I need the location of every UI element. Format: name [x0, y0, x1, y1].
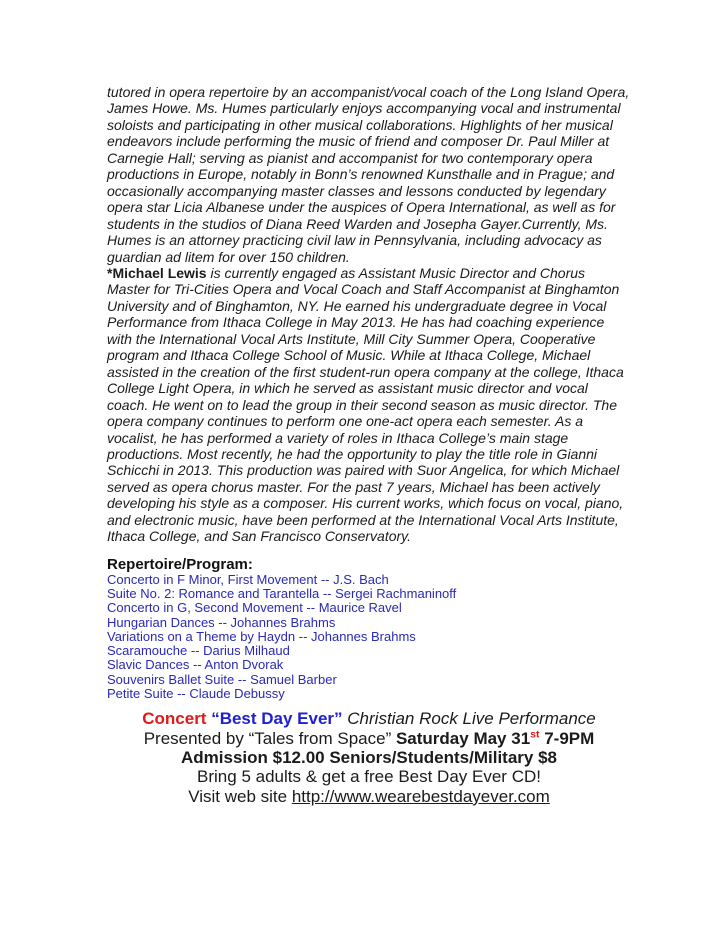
- website-link[interactable]: http://www.wearebestdayever.com: [291, 786, 550, 806]
- repertoire-list: [107, 573, 631, 702]
- concert-title-line: [107, 709, 631, 728]
- bio-humes-text: tutored in opera repertoire by an accompanist/vocal coach of the Long Island Opera, James Howe. Ms. Humes particularly enjoys accompanying vocal and instrumental soloists and participating in other musical collaborations. Highlights of her musical endeavors include performing the music of friend and composer Dr. Paul Miller at Carnegie Hall; serving as pianist and accompanist for two contemporary opera productions in Europe, notably in Bonn’s renowned Kunsthalle and in Prague; and occasionally accompanying master classes and lessons conducted by legendary opera star Licia Albanese under the auspices of Opera International, as well as for students in the studios of Diana Reed Warden and Josepha Gayer.Currently, Ms. Humes is an attorney practicing civil law in Pennsylvania, including advocacy as guardian ad litem for over 150 children.: [107, 84, 630, 265]
- bio-lewis-name: *Michael Lewis: [107, 264, 207, 281]
- concert-website-text: Visit web site: [188, 786, 292, 806]
- document-content: [107, 84, 631, 806]
- concert-presenter-text: Presented by “Tales from Space”: [143, 728, 396, 748]
- concert-promo-line: Bring 5 adults & get a free Best Day Ever CD!: [197, 767, 541, 787]
- concert-description: Christian Rock Live Performance: [347, 709, 596, 729]
- repertoire-item: Concerto in F Minor, First Movement -- J.S. Bach: [107, 571, 389, 587]
- bio-lewis-text: is currently engaged as Assistant Music Director and Chorus Master for Tri-Cities Opera and Vocal Coach and Staff Accompanist at Binghamton University and of Binghamton, NY. He earned his undergraduate degree in Vocal Performance from Ithaca College in May 2013. He has had coaching experience with the International Vocal Arts Institute, Mill City Summer Opera, Cooperative program and Ithaca College School of Music. While at Ithaca College, Michael assisted in the creation of the first student-run opera company at the college, Ithaca College Light Opera, in which he served as assistant music director and vocal coach. He went on to lead the group in their second season as music director. The opera company continues to perform one one-act opera each semester. As a vocalist, he has performed a variety of roles in Ithaca College’s main stage productions. Most recently, he had the opportunity to play the title role in Gianni Schicchi in 2013. This production was paired with Suor Angelica, for which Michael served as opera chorus master. For the past 7 years, Michael has been actively developing his style as a composer. His current works, which focus on vocal, piano, and electronic music, have been performed at the International Vocal Arts Institute, Ithaca College, and San Francisco Conservatory.: [107, 264, 624, 545]
- repertoire-item: Scaramouche -- Darius Milhaud: [107, 643, 290, 659]
- repertoire-item: Hungarian Dances -- Johannes Brahms: [107, 614, 336, 630]
- concert-date: Saturday May 31: [395, 728, 531, 748]
- repertoire-item: Variations on a Theme by Haydn -- Johannes Brahms: [107, 628, 416, 644]
- repertoire-item: Concerto in G, Second Movement -- Maurice Ravel: [107, 600, 402, 616]
- repertoire-item: Souvenirs Ballet Suite -- Samuel Barber: [107, 671, 337, 687]
- concert-admission-line: Admission $12.00 Seniors/Students/Military $8: [180, 747, 558, 767]
- repertoire-heading: Repertoire/Program:: [107, 555, 253, 573]
- concert-website-line: [107, 787, 631, 806]
- bio-paragraph: [107, 84, 631, 545]
- concert-label: Concert: [142, 709, 207, 729]
- concert-time: 7-9PM: [539, 728, 595, 748]
- repertoire-item: Petite Suite -- Claude Debussy: [107, 686, 285, 702]
- concert-announcement: [107, 709, 631, 805]
- concert-date-ordinal: st: [530, 728, 540, 740]
- concert-presenter-line: [107, 729, 631, 748]
- repertoire-item: Slavic Dances -- Anton Dvorak: [107, 657, 284, 673]
- concert-band-name: “Best Day Ever”: [211, 709, 343, 729]
- repertoire-item: Suite No. 2: Romance and Tarantella -- Sergei Rachmaninoff: [107, 585, 457, 601]
- bio-lewis-part: [107, 265, 631, 545]
